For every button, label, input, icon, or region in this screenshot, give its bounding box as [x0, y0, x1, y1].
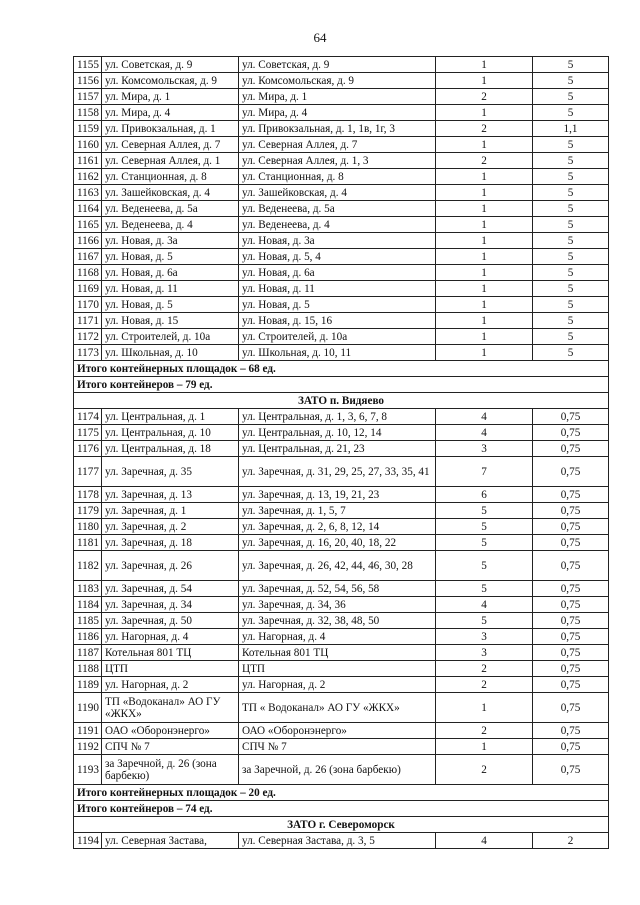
table-row	[74, 629, 609, 645]
site-address-cell: ул. Новая, д. 15	[102, 313, 239, 329]
served-objects-cell: ул. Веденеева, д. 4	[239, 217, 436, 233]
served-objects-cell: ул. Заречная, д. 13, 19, 21, 23	[239, 487, 436, 503]
served-objects-cell: ул. Комсомольская, д. 9	[239, 73, 436, 89]
row-number-cell: 1155	[74, 57, 102, 73]
section-header-row	[74, 393, 609, 409]
served-objects-cell: ЦТП	[239, 661, 436, 677]
table-row	[74, 535, 609, 551]
container-count-cell: 4	[436, 425, 533, 441]
row-number-cell: 1156	[74, 73, 102, 89]
site-address-cell: ул. Заречная, д. 35	[102, 457, 239, 487]
container-volume-cell: 5	[533, 217, 609, 233]
site-address-cell: ул. Заречная, д. 2	[102, 519, 239, 535]
site-address-cell: ТП «Водоканал» АО ГУ «ЖКХ»	[102, 693, 239, 723]
row-number-cell: 1179	[74, 503, 102, 519]
served-objects-cell: ул. Заречная, д. 32, 38, 48, 50	[239, 613, 436, 629]
container-volume-cell: 0,75	[533, 581, 609, 597]
container-count-cell: 5	[436, 519, 533, 535]
total-text: Итого контейнеров – 74 ед.	[74, 801, 609, 817]
container-volume-cell: 0,75	[533, 723, 609, 739]
site-address-cell: ул. Мира, д. 1	[102, 89, 239, 105]
site-address-cell: ул. Заречная, д. 54	[102, 581, 239, 597]
total-text: Итого контейнерных площадок – 20 ед.	[74, 785, 609, 801]
served-objects-cell: ул. Заречная, д. 52, 54, 56, 58	[239, 581, 436, 597]
served-objects-cell: ОАО «Оборонэнерго»	[239, 723, 436, 739]
container-count-cell: 7	[436, 457, 533, 487]
site-address-cell: ул. Центральная, д. 10	[102, 425, 239, 441]
container-count-cell: 1	[436, 693, 533, 723]
container-count-cell: 1	[436, 329, 533, 345]
container-volume-cell: 2	[533, 833, 609, 849]
site-address-cell: ЦТП	[102, 661, 239, 677]
row-number-cell: 1157	[74, 89, 102, 105]
site-address-cell: ул. Новая, д. 11	[102, 281, 239, 297]
site-address-cell: за Заречной, д. 26 (зона барбекю)	[102, 755, 239, 785]
row-number-cell: 1192	[74, 739, 102, 755]
container-count-cell: 1	[436, 297, 533, 313]
served-objects-cell: ул. Новая, д. 6а	[239, 265, 436, 281]
table-row	[74, 661, 609, 677]
served-objects-cell: ул. Заречная, д. 2, 6, 8, 12, 14	[239, 519, 436, 535]
container-volume-cell: 0,75	[533, 677, 609, 693]
table-row	[74, 105, 609, 121]
site-address-cell: ул. Веденеева, д. 4	[102, 217, 239, 233]
served-objects-cell: ТП « Водоканал» АО ГУ «ЖКХ»	[239, 693, 436, 723]
container-count-cell: 5	[436, 551, 533, 581]
row-number-cell: 1187	[74, 645, 102, 661]
row-number-cell: 1170	[74, 297, 102, 313]
site-address-cell: ул. Новая, д. 6а	[102, 265, 239, 281]
served-objects-cell: за Заречной, д. 26 (зона барбекю)	[239, 755, 436, 785]
table-row	[74, 739, 609, 755]
served-objects-cell: ул. Северная Застава, д. 3, 5	[239, 833, 436, 849]
table-row	[74, 57, 609, 73]
table-row	[74, 201, 609, 217]
container-count-cell: 6	[436, 487, 533, 503]
site-address-cell: ул. Советская, д. 9	[102, 57, 239, 73]
site-address-cell: ул. Северная Застава,	[102, 833, 239, 849]
row-number-cell: 1168	[74, 265, 102, 281]
container-volume-cell: 0,75	[533, 409, 609, 425]
container-count-cell: 1	[436, 281, 533, 297]
site-address-cell: ул. Мира, д. 4	[102, 105, 239, 121]
container-volume-cell: 0,75	[533, 693, 609, 723]
container-volume-cell: 0,75	[533, 645, 609, 661]
site-address-cell: ул. Школьная, д. 10	[102, 345, 239, 361]
served-objects-cell: Котельная 801 ТЦ	[239, 645, 436, 661]
row-number-cell: 1175	[74, 425, 102, 441]
row-number-cell: 1159	[74, 121, 102, 137]
served-objects-cell: ул. Новая, д. 3а	[239, 233, 436, 249]
table-row	[74, 89, 609, 105]
served-objects-cell: ул. Новая, д. 15, 16	[239, 313, 436, 329]
row-number-cell: 1158	[74, 105, 102, 121]
site-address-cell: ул. Веденеева, д. 5а	[102, 201, 239, 217]
container-count-cell: 1	[436, 57, 533, 73]
total-row	[74, 785, 609, 801]
table-row	[74, 503, 609, 519]
table-row	[74, 217, 609, 233]
site-address-cell: ул. Заречная, д. 26	[102, 551, 239, 581]
container-count-cell: 5	[436, 503, 533, 519]
container-volume-cell: 5	[533, 73, 609, 89]
container-volume-cell: 5	[533, 169, 609, 185]
served-objects-cell: ул. Советская, д. 9	[239, 57, 436, 73]
container-count-cell: 1	[436, 249, 533, 265]
row-number-cell: 1165	[74, 217, 102, 233]
served-objects-cell: ул. Нагорная, д. 4	[239, 629, 436, 645]
served-objects-cell: ул. Центральная, д. 10, 12, 14	[239, 425, 436, 441]
table-row	[74, 185, 609, 201]
container-count-cell: 4	[436, 409, 533, 425]
served-objects-cell: ул. Заречная, д. 34, 36	[239, 597, 436, 613]
table-row	[74, 755, 609, 785]
site-address-cell: СПЧ № 7	[102, 739, 239, 755]
site-address-cell: ул. Заречная, д. 50	[102, 613, 239, 629]
served-objects-cell: ул. Станционная, д. 8	[239, 169, 436, 185]
container-count-cell: 2	[436, 755, 533, 785]
served-objects-cell: ул. Новая, д. 11	[239, 281, 436, 297]
table-row	[74, 519, 609, 535]
served-objects-cell: ул. Новая, д. 5	[239, 297, 436, 313]
total-row	[74, 801, 609, 817]
table-row	[74, 345, 609, 361]
container-volume-cell: 0,75	[533, 519, 609, 535]
site-address-cell: ул. Новая, д. 5	[102, 249, 239, 265]
row-number-cell: 1181	[74, 535, 102, 551]
container-count-cell: 1	[436, 105, 533, 121]
row-number-cell: 1161	[74, 153, 102, 169]
table-row	[74, 409, 609, 425]
container-volume-cell: 5	[533, 153, 609, 169]
container-volume-cell: 5	[533, 281, 609, 297]
container-count-cell: 2	[436, 153, 533, 169]
container-count-cell: 5	[436, 613, 533, 629]
table-row	[74, 265, 609, 281]
served-objects-cell: ул. Северная Аллея, д. 7	[239, 137, 436, 153]
container-volume-cell: 5	[533, 89, 609, 105]
container-count-cell: 1	[436, 217, 533, 233]
table-row	[74, 169, 609, 185]
row-number-cell: 1193	[74, 755, 102, 785]
table-row	[74, 153, 609, 169]
served-objects-cell: ул. Заречная, д. 16, 20, 40, 18, 22	[239, 535, 436, 551]
row-number-cell: 1162	[74, 169, 102, 185]
row-number-cell: 1173	[74, 345, 102, 361]
served-objects-cell: ул. Центральная, д. 1, 3, 6, 7, 8	[239, 409, 436, 425]
container-count-cell: 1	[436, 345, 533, 361]
row-number-cell: 1172	[74, 329, 102, 345]
row-number-cell: 1186	[74, 629, 102, 645]
container-volume-cell: 0,75	[533, 613, 609, 629]
container-volume-cell: 5	[533, 249, 609, 265]
table-row	[74, 329, 609, 345]
table-row	[74, 441, 609, 457]
table-row	[74, 425, 609, 441]
site-address-cell: ул. Нагорная, д. 4	[102, 629, 239, 645]
site-address-cell: ул. Заречная, д. 1	[102, 503, 239, 519]
site-address-cell: ул. Зашейковская, д. 4	[102, 185, 239, 201]
site-address-cell: ул. Заречная, д. 34	[102, 597, 239, 613]
site-address-cell: ул. Заречная, д. 13	[102, 487, 239, 503]
container-count-cell: 1	[436, 73, 533, 89]
row-number-cell: 1183	[74, 581, 102, 597]
container-count-cell: 2	[436, 661, 533, 677]
table-row	[74, 121, 609, 137]
site-address-cell: ул. Нагорная, д. 2	[102, 677, 239, 693]
table-row	[74, 487, 609, 503]
row-number-cell: 1171	[74, 313, 102, 329]
container-volume-cell: 0,75	[533, 661, 609, 677]
container-sites-table	[73, 56, 609, 849]
container-count-cell: 3	[436, 629, 533, 645]
served-objects-cell: ул. Заречная, д. 26, 42, 44, 46, 30, 28	[239, 551, 436, 581]
total-text: Итого контейнеров – 79 ед.	[74, 377, 609, 393]
served-objects-cell: ул. Зашейковская, д. 4	[239, 185, 436, 201]
container-count-cell: 1	[436, 185, 533, 201]
total-text: Итого контейнерных площадок – 68 ед.	[74, 361, 609, 377]
site-address-cell: ул. Станционная, д. 8	[102, 169, 239, 185]
row-number-cell: 1177	[74, 457, 102, 487]
row-number-cell: 1163	[74, 185, 102, 201]
row-number-cell: 1182	[74, 551, 102, 581]
row-number-cell: 1169	[74, 281, 102, 297]
table-row	[74, 281, 609, 297]
container-volume-cell: 0,75	[533, 597, 609, 613]
container-count-cell: 1	[436, 137, 533, 153]
row-number-cell: 1188	[74, 661, 102, 677]
container-volume-cell: 0,75	[533, 425, 609, 441]
container-count-cell: 1	[436, 313, 533, 329]
row-number-cell: 1178	[74, 487, 102, 503]
container-count-cell: 5	[436, 581, 533, 597]
site-address-cell: ул. Северная Аллея, д. 1	[102, 153, 239, 169]
row-number-cell: 1166	[74, 233, 102, 249]
site-address-cell: ул. Новая, д. 5	[102, 297, 239, 313]
row-number-cell: 1189	[74, 677, 102, 693]
container-count-cell: 1	[436, 265, 533, 281]
site-address-cell: ул. Комсомольская, д. 9	[102, 73, 239, 89]
section-title: ЗАТО п. Видяево	[74, 393, 609, 409]
served-objects-cell: ул. Мира, д. 1	[239, 89, 436, 105]
row-number-cell: 1191	[74, 723, 102, 739]
container-count-cell: 1	[436, 739, 533, 755]
table-row	[74, 581, 609, 597]
container-count-cell: 1	[436, 201, 533, 217]
container-count-cell: 4	[436, 597, 533, 613]
table-row	[74, 597, 609, 613]
container-volume-cell: 0,75	[533, 551, 609, 581]
container-volume-cell: 5	[533, 345, 609, 361]
container-count-cell: 4	[436, 833, 533, 849]
container-volume-cell: 5	[533, 329, 609, 345]
section-header-row	[74, 817, 609, 833]
served-objects-cell: ул. Заречная, д. 31, 29, 25, 27, 33, 35, 41	[239, 457, 436, 487]
table-row	[74, 551, 609, 581]
served-objects-cell: ул. Школьная, д. 10, 11	[239, 345, 436, 361]
row-number-cell: 1184	[74, 597, 102, 613]
container-count-cell: 2	[436, 723, 533, 739]
table-row	[74, 249, 609, 265]
site-address-cell: ул. Центральная, д. 18	[102, 441, 239, 457]
container-count-cell: 3	[436, 645, 533, 661]
container-count-cell: 1	[436, 169, 533, 185]
container-volume-cell: 0,75	[533, 503, 609, 519]
site-address-cell: ул. Заречная, д. 18	[102, 535, 239, 551]
container-count-cell: 2	[436, 677, 533, 693]
site-address-cell: Котельная 801 ТЦ	[102, 645, 239, 661]
site-address-cell: ул. Привокзальная, д. 1	[102, 121, 239, 137]
container-volume-cell: 0,75	[533, 441, 609, 457]
table-row	[74, 313, 609, 329]
row-number-cell: 1185	[74, 613, 102, 629]
row-number-cell: 1190	[74, 693, 102, 723]
container-count-cell: 2	[436, 121, 533, 137]
container-volume-cell: 5	[533, 201, 609, 217]
container-volume-cell: 5	[533, 105, 609, 121]
container-volume-cell: 0,75	[533, 535, 609, 551]
row-number-cell: 1160	[74, 137, 102, 153]
table-row	[74, 73, 609, 89]
served-objects-cell: СПЧ № 7	[239, 739, 436, 755]
total-row	[74, 361, 609, 377]
table-row	[74, 677, 609, 693]
table-row	[74, 645, 609, 661]
row-number-cell: 1180	[74, 519, 102, 535]
served-objects-cell: ул. Веденеева, д. 5а	[239, 201, 436, 217]
row-number-cell: 1174	[74, 409, 102, 425]
container-volume-cell: 5	[533, 297, 609, 313]
table-row	[74, 613, 609, 629]
site-address-cell: ул. Строителей, д. 10а	[102, 329, 239, 345]
served-objects-cell: ул. Нагорная, д. 2	[239, 677, 436, 693]
served-objects-cell: ул. Северная Аллея, д. 1, 3	[239, 153, 436, 169]
row-number-cell: 1164	[74, 201, 102, 217]
table-row	[74, 233, 609, 249]
container-volume-cell: 5	[533, 313, 609, 329]
container-volume-cell: 5	[533, 137, 609, 153]
section-title: ЗАТО г. Североморск	[74, 817, 609, 833]
container-volume-cell: 0,75	[533, 629, 609, 645]
total-row	[74, 377, 609, 393]
container-count-cell: 2	[436, 89, 533, 105]
container-volume-cell: 5	[533, 233, 609, 249]
container-volume-cell: 5	[533, 185, 609, 201]
site-address-cell: ул. Северная Аллея, д. 7	[102, 137, 239, 153]
container-count-cell: 1	[436, 233, 533, 249]
served-objects-cell: ул. Заречная, д. 1, 5, 7	[239, 503, 436, 519]
container-volume-cell: 5	[533, 265, 609, 281]
table-row	[74, 833, 609, 849]
container-volume-cell: 0,75	[533, 457, 609, 487]
container-count-cell: 3	[436, 441, 533, 457]
container-volume-cell: 0,75	[533, 487, 609, 503]
table-row	[74, 457, 609, 487]
table-row	[74, 723, 609, 739]
served-objects-cell: ул. Центральная, д. 21, 23	[239, 441, 436, 457]
served-objects-cell: ул. Привокзальная, д. 1, 1в, 1г, 3	[239, 121, 436, 137]
served-objects-cell: ул. Мира, д. 4	[239, 105, 436, 121]
site-address-cell: ул. Центральная, д. 1	[102, 409, 239, 425]
row-number-cell: 1176	[74, 441, 102, 457]
table-row	[74, 693, 609, 723]
site-address-cell: ул. Новая, д. 3а	[102, 233, 239, 249]
site-address-cell: ОАО «Оборонэнерго»	[102, 723, 239, 739]
table-row	[74, 297, 609, 313]
row-number-cell: 1167	[74, 249, 102, 265]
page-number: 64	[313, 30, 327, 45]
served-objects-cell: ул. Новая, д. 5, 4	[239, 249, 436, 265]
container-count-cell: 5	[436, 535, 533, 551]
container-volume-cell: 0,75	[533, 739, 609, 755]
container-volume-cell: 0,75	[533, 755, 609, 785]
container-volume-cell: 5	[533, 57, 609, 73]
container-volume-cell: 1,1	[533, 121, 609, 137]
row-number-cell: 1194	[74, 833, 102, 849]
table-row	[74, 137, 609, 153]
served-objects-cell: ул. Строителей, д. 10а	[239, 329, 436, 345]
